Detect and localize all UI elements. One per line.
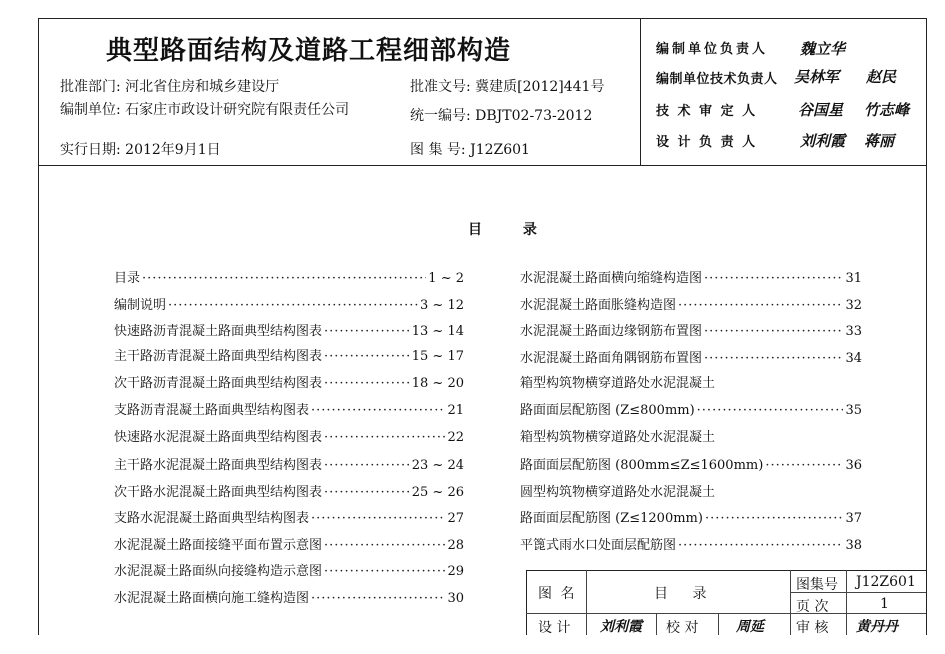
toc-entry-title: 编制说明 — [114, 298, 167, 313]
toc-entry-title: 水泥混凝土路面纵向接缝构造示意图 — [114, 564, 323, 579]
unified-no — [410, 105, 592, 125]
toc-leader-dots — [324, 484, 410, 502]
check-signature: 周延 — [736, 619, 764, 635]
frame-right-border — [926, 18, 927, 635]
responsibility-signature: 魏立华 — [800, 40, 846, 58]
toc-leader-dots — [678, 537, 843, 555]
title-block-col-divider — [656, 613, 657, 635]
toc-entry-title: 目录 — [114, 271, 141, 286]
toc-entry[interactable] — [520, 402, 862, 420]
approval-dept-value: 河北省住房和城乡建设厅 — [125, 79, 280, 95]
toc-entry-page: 33 — [845, 324, 862, 339]
effective-date-value: 2012年9月1日 — [125, 142, 221, 158]
frame-top-border — [38, 18, 926, 19]
drawing-name-label: 图 名 — [538, 586, 577, 602]
toc-leader-dots — [324, 457, 410, 475]
toc-entry-title: 水泥混凝土路面横向施工缝构造图 — [114, 591, 310, 606]
toc-entry-page: 1 ~ 2 — [428, 271, 464, 286]
responsibility-role: 技 术 审 定 人 — [656, 104, 758, 119]
toc-entry-page: 30 — [447, 591, 464, 606]
toc-entry[interactable] — [114, 510, 464, 528]
effective-date — [60, 139, 221, 159]
toc-leader-dots — [678, 297, 843, 315]
title-block-col-divider — [718, 613, 719, 635]
toc-entry-title: 支路水泥混凝土路面典型结构图表 — [114, 511, 310, 526]
toc-leader-dots — [765, 457, 843, 475]
toc-entry-title: 路面面层配筋图 (Z≤1200mm) — [520, 511, 703, 526]
document-title: 典型路面结构及道路工程细部构造 — [106, 36, 512, 66]
toc-leader-dots — [311, 590, 445, 608]
toc-entry-page: 38 — [845, 538, 862, 553]
toc-entry-page: 3 ~ 12 — [420, 298, 464, 313]
toc-entry[interactable] — [520, 297, 862, 315]
toc-entry-title: 水泥混凝土路面接缝平面布置示意图 — [114, 538, 323, 553]
toc-entry-page: 35 — [845, 403, 862, 418]
toc-entry-title: 次干路沥青混凝土路面典型结构图表 — [114, 376, 323, 391]
toc-entry-title: 快速路沥青混凝土路面典型结构图表 — [114, 324, 323, 339]
toc-leader-dots — [324, 348, 410, 366]
compile-unit — [60, 99, 349, 119]
responsibility-signature: 刘利霞 — [800, 132, 846, 150]
responsibility-role: 编制单位负责人 — [656, 42, 769, 57]
toc-entry-title: 次干路水泥混凝土路面典型结构图表 — [114, 485, 323, 500]
toc-leader-dots — [705, 510, 844, 528]
toc-entry-title: 箱型构筑物横穿道路处水泥混凝土 — [520, 376, 716, 391]
approval-dept — [60, 76, 279, 96]
toc-entry-title: 路面面层配筋图 (800mm≤Z≤1600mm) — [520, 458, 764, 473]
toc-entry-title: 快速路水泥混凝土路面典型结构图表 — [114, 430, 323, 445]
toc-entry[interactable] — [114, 457, 464, 475]
toc-entry-title: 主干路沥青混凝土路面典型结构图表 — [114, 349, 323, 364]
toc-entry-title: 水泥混凝土路面胀缝构造图 — [520, 298, 677, 313]
header-divider — [640, 18, 641, 165]
approval-doc — [410, 76, 604, 96]
design-label: 设 计 — [538, 620, 571, 636]
responsibility-signature: 蒋丽 — [864, 132, 895, 150]
responsibility-signature: 吴林军 — [794, 68, 840, 86]
toc-entry-page: 22 — [447, 430, 464, 445]
toc-leader-dots — [168, 297, 418, 315]
toc-leader-dots — [324, 537, 445, 555]
atlas-no-value: J12Z601 — [856, 574, 916, 590]
toc-entry-title: 路面面层配筋图 (Z≤800mm) — [520, 403, 695, 418]
toc-entry-title: 主干路水泥混凝土路面典型结构图表 — [114, 458, 323, 473]
toc-leader-dots — [704, 323, 843, 341]
toc-entry-page: 27 — [447, 511, 464, 526]
toc-entry-continued[interactable] — [520, 375, 862, 393]
toc-entry[interactable] — [114, 270, 464, 288]
title-block-col-divider — [790, 570, 791, 635]
approval-doc-label: 批准文号: — [410, 79, 471, 95]
toc-entry-page: 28 — [447, 538, 464, 553]
toc-entry[interactable] — [520, 537, 862, 555]
responsibility-role: 设 计 负 责 人 — [656, 135, 758, 150]
toc-entry[interactable] — [520, 350, 862, 368]
frame-left-border — [38, 18, 39, 635]
title-block-left-border — [526, 570, 527, 635]
toc-entry[interactable] — [520, 510, 862, 528]
toc-leader-dots — [311, 402, 445, 420]
page-number: 1 — [880, 596, 889, 612]
title-block-col-divider — [586, 570, 587, 635]
toc-entry[interactable] — [520, 270, 862, 288]
toc-leader-dots — [704, 350, 843, 368]
toc-entry-title: 圆型构筑物横穿道路处水泥混凝土 — [520, 485, 716, 500]
toc-entry-page: 34 — [845, 351, 862, 366]
toc-entry[interactable] — [520, 457, 862, 475]
toc-entry-title: 水泥混凝土路面角隅钢筋布置图 — [520, 351, 703, 366]
responsibility-signature: 赵民 — [866, 68, 897, 86]
toc-entry[interactable] — [114, 563, 464, 581]
toc-entry[interactable] — [114, 297, 464, 315]
responsibility-signature: 竹志峰 — [864, 101, 910, 119]
toc-leader-dots — [324, 429, 445, 447]
approval-doc-value: 冀建质[2012]441号 — [475, 79, 605, 95]
toc-leader-dots — [697, 402, 844, 420]
toc-entry[interactable] — [114, 429, 464, 447]
toc-entry-title: 支路沥青混凝土路面典型结构图表 — [114, 403, 310, 418]
toc-entry-page: 18 ~ 20 — [411, 376, 464, 391]
toc-entry[interactable] — [114, 537, 464, 555]
toc-entry-continued[interactable] — [520, 429, 862, 447]
toc-entry-title: 水泥混凝土路面横向缩缝构造图 — [520, 271, 703, 286]
responsibility-signature: 谷国星 — [798, 101, 844, 119]
toc-leader-dots — [324, 323, 410, 341]
toc-entry-page: 37 — [845, 511, 862, 526]
effective-date-label: 实行日期: — [60, 142, 121, 158]
toc-entry-page: 36 — [845, 458, 862, 473]
toc-entry-title: 平篦式雨水口处面层配筋图 — [520, 538, 677, 553]
toc-entry-continued[interactable] — [520, 484, 862, 502]
toc-entry[interactable] — [520, 323, 862, 341]
toc-leader-dots — [311, 510, 445, 528]
review-signature: 黄丹丹 — [856, 619, 898, 635]
unified-no-value: DBJT02-73-2012 — [475, 108, 593, 124]
toc-entry[interactable] — [114, 484, 464, 502]
toc-entry-page: 31 — [845, 271, 862, 286]
approval-dept-label: 批准部门: — [60, 79, 121, 95]
toc-entry-page: 13 ~ 14 — [411, 324, 464, 339]
toc-heading: 目 录 — [468, 222, 555, 238]
toc-entry[interactable] — [114, 375, 464, 393]
review-label: 审 核 — [796, 620, 829, 636]
unified-no-label: 统一编号: — [410, 108, 471, 124]
page-label: 页 次 — [796, 599, 829, 615]
atlas-no — [410, 139, 530, 159]
toc-entry-title: 水泥混凝土路面边缘钢筋布置图 — [520, 324, 703, 339]
toc-leader-dots — [142, 270, 426, 288]
toc-entry-page: 15 ~ 17 — [411, 349, 464, 364]
title-block-col-divider — [846, 570, 847, 635]
header-bottom-border — [38, 165, 926, 166]
toc-leader-dots — [704, 270, 843, 288]
toc-entry[interactable] — [114, 323, 464, 341]
responsibility-role: 编制单位技术负责人 — [656, 72, 778, 87]
toc-entry[interactable] — [114, 348, 464, 366]
compile-unit-label: 编制单位: — [60, 102, 121, 118]
compile-unit-value: 石家庄市政设计研究院有限责任公司 — [125, 102, 350, 118]
atlas-no-label: 图集号 — [796, 577, 838, 593]
toc-entry[interactable] — [114, 402, 464, 420]
atlas-no-label: 图 集 号: — [410, 142, 466, 158]
toc-leader-dots — [324, 375, 410, 393]
atlas-no-value: J12Z601 — [470, 142, 530, 158]
toc-entry-page: 25 ~ 26 — [411, 485, 464, 500]
toc-entry-page: 23 ~ 24 — [411, 458, 464, 473]
toc-entry-page: 21 — [447, 403, 464, 418]
check-label: 校 对 — [666, 620, 699, 636]
toc-entry-title: 箱型构筑物横穿道路处水泥混凝土 — [520, 430, 716, 445]
toc-entry-page: 29 — [447, 564, 464, 579]
toc-leader-dots — [324, 563, 445, 581]
toc-entry-page: 32 — [845, 298, 862, 313]
toc-entry[interactable] — [114, 590, 464, 608]
drawing-name: 目 录 — [654, 586, 717, 602]
design-signature: 刘利霞 — [600, 619, 642, 635]
